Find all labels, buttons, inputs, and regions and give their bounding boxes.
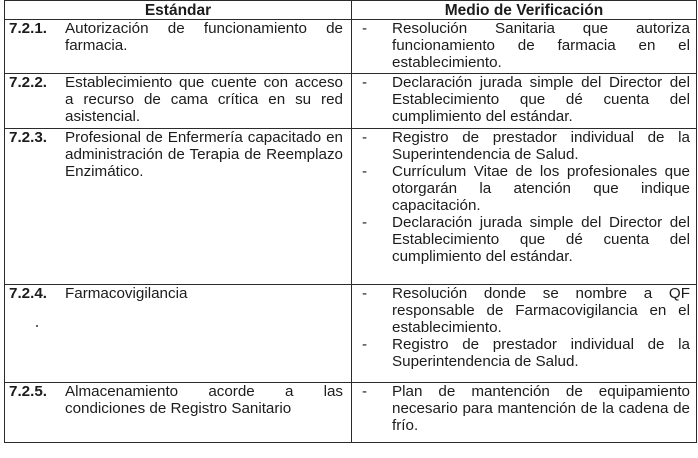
verification-item [358,214,690,265]
standard-number: 7.2.4. [9,285,47,302]
verification-text: Plan de mantención de equipamiento necesario para mantención de la cadena de frío. [392,383,690,434]
bullet-dash: - [362,214,368,231]
header-row [5,1,697,20]
standard-text: Establecimiento que cuente con acceso a recurso de cama crítica en su red asistencial. [65,74,343,125]
bullet-dash: - [362,285,368,302]
standard-text: Autorización de funcionamiento de farmacia. [65,20,343,54]
bullet-dash: - [362,74,368,91]
verification-item [358,285,690,336]
verification-text: Declaración jurada simple del Director del Establecimiento que dé cuenta del cumplimiento del estándar. [392,74,690,125]
standard-cell [5,20,352,74]
standard-text: Farmacovigilancia [65,285,188,302]
table-row [5,74,697,129]
standard-cell [5,285,352,383]
verification-text: Declaración jurada simple del Director del Establecimiento que dé cuenta del cumplimiento del estándar. [392,214,690,265]
verification-text: Resolución donde se nombre a QF responsable de Farmacovigilancia en el establecimiento. [392,285,690,336]
bullet-dash: - [362,163,368,180]
scan-speck [36,325,38,327]
standard-number: 7.2.2. [9,74,47,91]
bullet-dash: - [362,383,368,400]
header-standard: Estándar [5,1,352,20]
verification-text: Registro de prestador individual de la Superintendencia de Salud. [392,129,690,163]
bullet-dash: - [362,129,368,146]
standard-number: 7.2.5. [9,383,47,400]
verification-cell [352,285,697,383]
verification-cell [352,20,697,74]
verification-cell [352,74,697,129]
standard-number: 7.2.3. [9,129,47,146]
standard-cell [5,74,352,129]
verification-item [358,74,690,125]
verification-text: Resolución Sanitaria que autoriza funcionamiento de farmacia en el establecimiento. [392,20,690,71]
bullet-dash: - [362,336,368,353]
header-verification: Medio de Verificación [352,1,697,20]
table-row [5,129,697,285]
verification-item [358,20,690,71]
verification-item [358,129,690,163]
verification-item [358,336,690,370]
standard-cell [5,129,352,285]
verification-item [358,383,690,434]
verification-text: Registro de prestador individual de la Superintendencia de Salud. [392,336,690,370]
table-row [5,383,697,443]
standards-table [4,0,697,443]
verification-cell [352,383,697,443]
standard-number: 7.2.1. [9,20,47,37]
standard-cell [5,383,352,443]
standard-text: Profesional de Enfermería capacitado en administración de Terapia de Reemplazo Enzimático. [65,129,343,180]
standard-text: Almacenamiento acorde a las condiciones de Registro Sanitario [65,383,343,417]
bullet-dash: - [362,20,368,37]
verification-text: Currículum Vitae de los profesionales que otorgarán la atención que indique capacitación. [392,163,690,214]
table-row [5,285,697,383]
table-row [5,20,697,74]
verification-cell [352,129,697,285]
verification-item [358,163,690,214]
